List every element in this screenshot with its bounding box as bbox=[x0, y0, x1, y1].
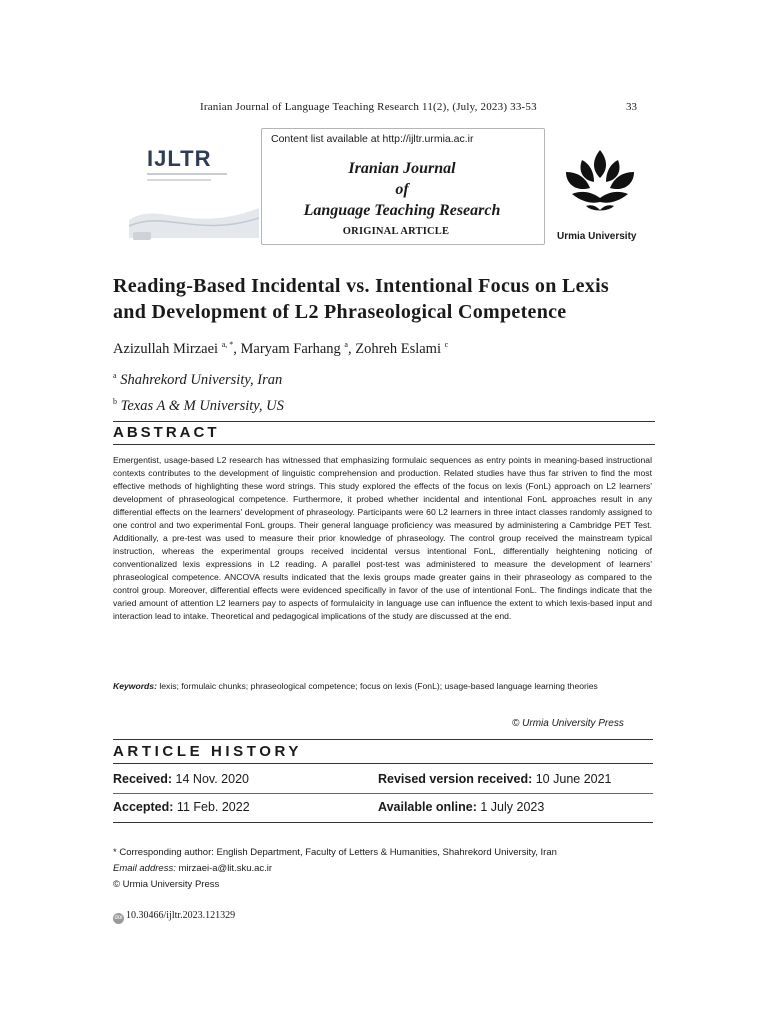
affiliation-text: Shahrekord University, Iran bbox=[120, 371, 283, 388]
toc-availability-line: Content list available at http://ijltr.urmia.ac.ir bbox=[271, 133, 474, 145]
section-divider bbox=[113, 421, 655, 422]
abstract-body: Emergentist, usage-based L2 research has witnessed that emphasizing formulaic sequences as entry points in meaning-based instructional contexts contributes to the development of linguistic comprehension and production. Related studies have thus far striven to find the most effective methods of highlighting these word strings. This study explored the effects of the focus on lexis (FonL) approach on L2 learners' development of phraseological competence. Furthermore, it probed whether incidental and intentional FonL approaches result in any differential effects on the learners' development of phraseology. Participants were 60 L2 learners in three intact classes randomly assigned to one control and two experimental FonL groups. Their general language proficiency was measured by administering a Cambridge PET Test. Additionally, a pre-test was used to measure their prior knowledge of phraseology. The control group received the mainstream typical instruction, whereas the experimental groups received incidental versus intentional FonL, differentially heightening noticing of conventionalized lexis expressions in L2 reading. A parallel post-test was administered to measure the development of learners' phraseological competence. ANCOVA results indicated that the lexis groups made greater gains in their phraseology as compared to the control group. Moreover, differential effects were evidenced specifically in favor of the use of intentional FonL. The findings indicate that the varied amount of attention L2 learners pay to aspects of formulaicity in language use can influence the extent to which lexis-based input and interaction lead to intake. Theoretical and pedagogical implications of the study are discussed at the end. bbox=[113, 455, 652, 621]
doi-link[interactable]: 10.30466/ijltr.2023.121329 bbox=[126, 910, 236, 921]
author-affiliation-marker: c bbox=[444, 340, 449, 349]
cover-logo-text: IJLTR bbox=[147, 146, 212, 171]
section-divider bbox=[113, 739, 653, 740]
affiliation-text: Texas A & M University, US bbox=[120, 397, 284, 414]
email-line bbox=[113, 861, 661, 877]
press-copyright: © Urmia University Press bbox=[512, 718, 624, 729]
corresponding-author-note: * Corresponding author: English Department, Faculty of Letters & Humanities, Shahrekord University, Iran bbox=[113, 847, 557, 858]
author-list bbox=[113, 340, 448, 358]
affiliation bbox=[113, 397, 284, 415]
section-divider bbox=[113, 822, 653, 823]
doi-icon: doi bbox=[113, 913, 124, 924]
revised-date bbox=[378, 772, 612, 786]
affiliation bbox=[113, 371, 282, 389]
keywords bbox=[113, 680, 652, 693]
university-name: Urmia University bbox=[557, 231, 637, 242]
page-number: 33 bbox=[626, 101, 637, 113]
affiliation-marker: b bbox=[113, 397, 117, 406]
received-date bbox=[113, 772, 249, 786]
cover-publisher-seal bbox=[133, 232, 151, 240]
author-name: Azizullah Mirzaei bbox=[113, 340, 219, 357]
journal-cover-image bbox=[113, 128, 263, 246]
paper-title-line: and Development of L2 Phraseological Competence bbox=[113, 301, 567, 323]
accepted-value: 11 Feb. 2022 bbox=[176, 800, 250, 814]
received-value: 14 Nov. 2020 bbox=[175, 772, 249, 786]
online-label: Available online: bbox=[378, 800, 477, 814]
cover-subtitle-bar bbox=[147, 173, 227, 175]
keywords-text: lexis; formulaic chunks; phraseological competence; focus on lexis (FonL); usage-based language learning theories bbox=[159, 681, 598, 691]
affiliation-marker: a bbox=[113, 371, 117, 380]
email-address[interactable]: mirzaei-a@lit.sku.ac.ir bbox=[178, 863, 273, 874]
accepted-label: Accepted: bbox=[113, 800, 174, 814]
author-name: Zohreh Eslami bbox=[355, 340, 441, 357]
journal-title-line: of bbox=[395, 181, 409, 198]
university-logo-icon bbox=[552, 146, 648, 216]
section-divider bbox=[113, 793, 653, 794]
article-history-heading: ARTICLE HISTORY bbox=[113, 743, 303, 760]
cover-subtitle-bar bbox=[147, 179, 211, 181]
paper-title bbox=[113, 273, 673, 325]
accepted-date bbox=[113, 800, 250, 814]
cover-wave-graphic bbox=[129, 190, 259, 238]
journal-title-line: Language Teaching Research bbox=[303, 202, 501, 219]
journal-title-line: Iranian Journal bbox=[348, 160, 456, 177]
doi-line bbox=[113, 910, 235, 924]
section-divider bbox=[113, 444, 655, 445]
author-name: Maryam Farhang bbox=[240, 340, 341, 357]
paper-title-line: Reading-Based Incidental vs. Intentional Focus on Lexis bbox=[113, 275, 610, 297]
footnote-copyright: © Urmia University Press bbox=[113, 879, 220, 890]
email-label: Email address: bbox=[113, 863, 176, 874]
author-separator: , bbox=[233, 340, 241, 357]
footnote bbox=[113, 845, 661, 893]
received-label: Received: bbox=[113, 772, 173, 786]
online-date bbox=[378, 800, 544, 814]
author-separator: , bbox=[347, 340, 356, 357]
online-value: 1 July 2023 bbox=[480, 800, 545, 814]
section-divider bbox=[113, 763, 653, 764]
abstract-heading: ABSTRACT bbox=[113, 424, 220, 441]
author-affiliation-marker: a bbox=[344, 340, 348, 349]
author-affiliation-marker: a, * bbox=[221, 340, 234, 349]
keywords-label: Keywords: bbox=[113, 681, 157, 691]
revised-value: 10 June 2021 bbox=[535, 772, 612, 786]
journal-title bbox=[261, 158, 543, 221]
running-head: Iranian Journal of Language Teaching Research 11(2), (July, 2023) 33-53 bbox=[200, 101, 537, 113]
article-type-label: ORIGINAL ARTICLE bbox=[342, 226, 450, 237]
revised-label: Revised version received: bbox=[378, 772, 533, 786]
